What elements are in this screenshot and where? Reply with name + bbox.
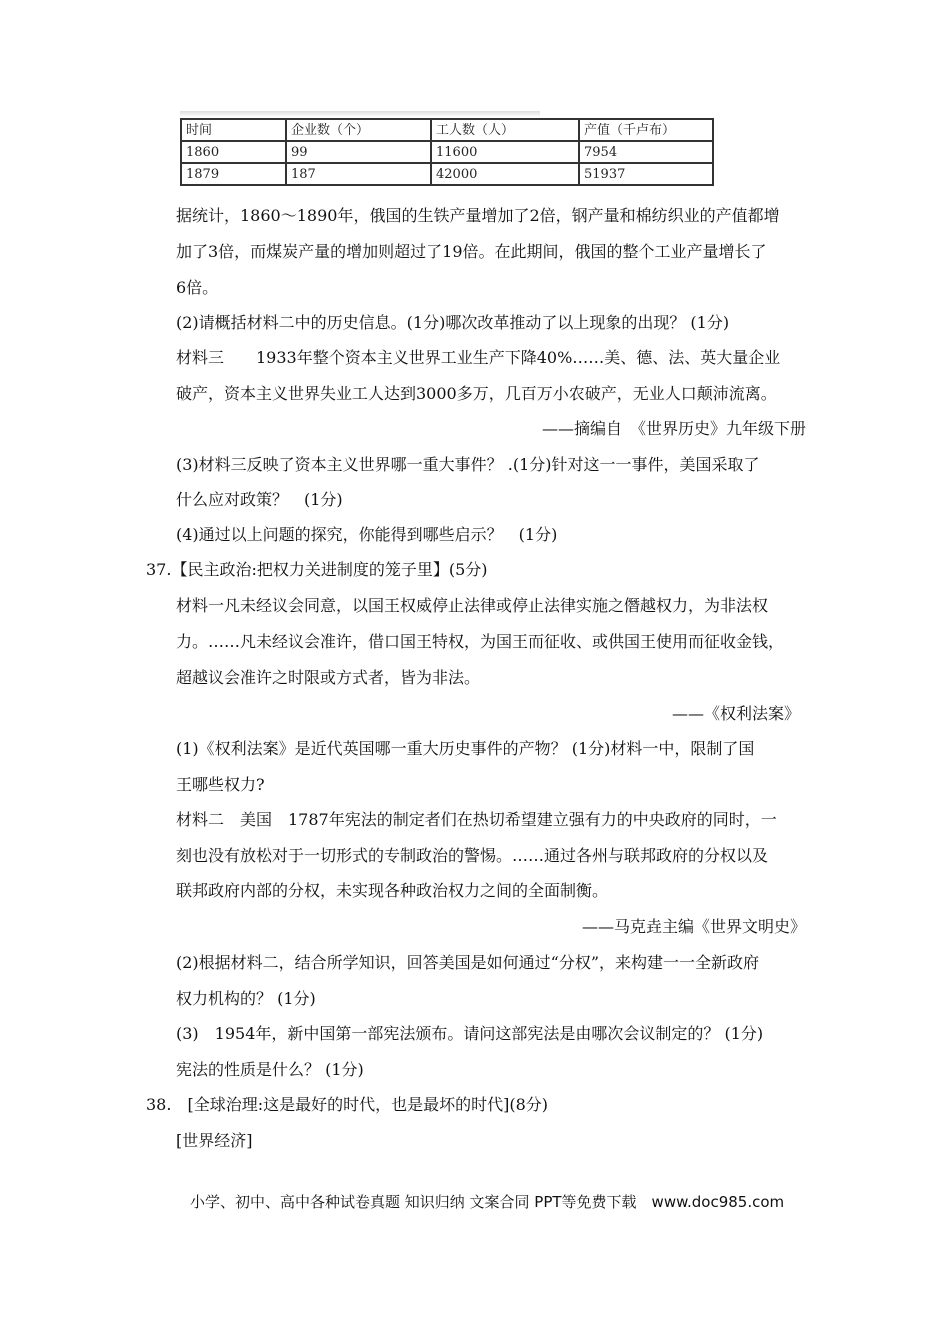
table-header-cell: 时间 [181, 119, 286, 141]
table-cell: 187 [286, 163, 431, 185]
material-line: 材料一凡未经议会同意，以国王权威停止法律或停止法律实施之僭越权力，为非法权 [176, 596, 769, 615]
question-line: 什么应对政策？ (1分) [176, 490, 343, 509]
question-line: 宪法的性质是什么？ (1分) [176, 1060, 364, 1079]
subsection-heading: [世界经济] [176, 1131, 253, 1150]
table-cell: 99 [286, 141, 431, 163]
cropped-table-caption [180, 111, 540, 117]
table-header-cell: 企业数（个） [286, 119, 431, 141]
text-line: 据统计，1860～1890年，俄国的生铁产量增加了2倍，钢产量和棉纺织业的产值都增 [176, 206, 780, 225]
table-cell: 51937 [579, 163, 713, 185]
material-line: 破产，资本主义世界失业工人达到3000多万，几百万小农破产，无业人口颠沛流离。 [176, 384, 777, 403]
question-line: (1)《权利法案》是近代英国哪一重大历史事件的产物？ (1分)材料一中，限制了国 [176, 739, 755, 758]
page-footer: 小学、初中、高中各种试卷真题 知识归纳 文案合同 PPT等免费下载 www.doc985.com [190, 1193, 785, 1211]
question-line: (3) 1954年，新中国第一部宪法颁布。请问这部宪法是由哪次会议制定的？ (1分) [176, 1024, 764, 1043]
table-header-cell: 产值（千卢布） [579, 119, 713, 141]
question-line: 王哪些权力? [176, 775, 265, 794]
section-heading: 38. [全球治理:这是最好的时代，也是最坏的时代](8分) [146, 1095, 548, 1114]
source-citation: ——《权利法案》 [671, 704, 800, 723]
table-header-row [181, 119, 713, 141]
material-line: 材料二 美国 1787年宪法的制定者们在热切希望建立强有力的中央政府的同时，一 [176, 810, 777, 829]
material-line: 力。……凡未经议会准许，借口国王特权，为国王而征收、或供国王使用而征收金钱， [176, 632, 785, 651]
table-cell: 1860 [181, 141, 286, 163]
question-line: (2)根据材料二，结合所学知识，回答美国是如何通过“分权”，来构建一一全新政府 [176, 953, 760, 972]
question-line: (4)通过以上问题的探究，你能得到哪些启示？ (1分) [176, 525, 558, 544]
question-line: (3)材料三反映了资本主义世界哪一重大事件？ .(1分)针对这一一事件，美国采取了 [176, 455, 760, 474]
table-cell: 7954 [579, 141, 713, 163]
table-cell: 42000 [431, 163, 579, 185]
question-line: (2)请概括材料二中的历史信息。(1分)哪次改革推动了以上现象的出现？ (1分) [176, 313, 730, 332]
source-citation: ——摘编自 《世界历史》九年级下册 [541, 419, 806, 438]
material-line: 材料三 1933年整个资本主义世界工业生产下降40%……美、德、法、英大量企业 [176, 348, 781, 367]
table-cell: 11600 [431, 141, 579, 163]
table-header-cell: 工人数（人） [431, 119, 579, 141]
table-row [181, 141, 713, 163]
table-cell: 1879 [181, 163, 286, 185]
question-line: 权力机构的？ (1分) [176, 989, 316, 1008]
text-line: 加了3倍，而煤炭产量的增加则超过了19倍。在此期间，俄国的整个工业产量增长了 [176, 242, 767, 261]
section-heading: 37.【民主政治:把权力关进制度的笼子里】(5分) [146, 560, 488, 579]
material-line: 刻也没有放松对于一切形式的专制政治的警惕。……通过各州与联邦政府的分权以及 [176, 846, 769, 865]
table-row [181, 163, 713, 185]
source-citation: ——马克垚主编《世界文明史》 [581, 917, 806, 936]
material-line: 超越议会准许之时限或方式者，皆为非法。 [176, 668, 481, 687]
material-line: 联邦政府内部的分权，未实现各种政治权力之间的全面制衡。 [176, 881, 609, 900]
text-line: 6倍。 [176, 278, 219, 297]
data-table [180, 118, 714, 186]
